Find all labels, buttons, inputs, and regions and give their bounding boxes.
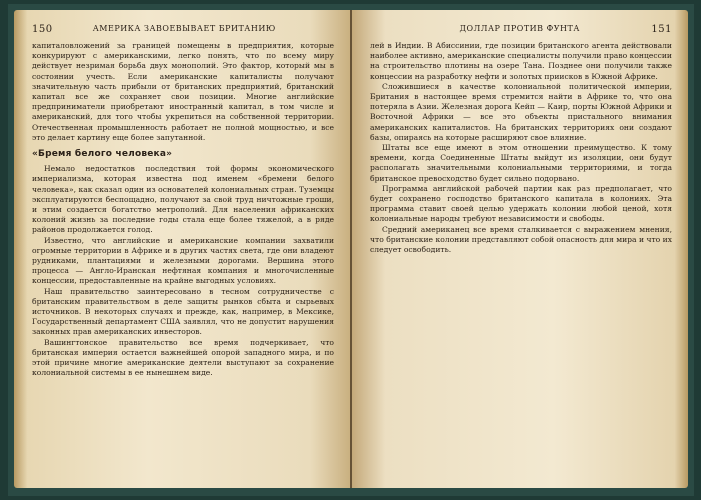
left-running-head: АМЕРИКА ЗАВОЕВЫВАЕТ БРИТАНИЮ — [92, 24, 276, 33]
left-paragraph: Вашингтонское правительство все время подчеркивает, что британская империя остается важнейшей опорой западного мира, и по этой причине многие американские деятели выступают за сохранение колониальной системы в ее нынешнем виде. — [32, 337, 334, 378]
left-paragraph: Известно, что английские и американские компании захватили огромные территории в Африке и в других частях света, где они владеют рудниками, плантациями и железными дорогами. Вершина этого процесса — Англо-Иранская нефтяная компания и многочисленные концессии, предоставленные на крайне выгодных условиях. — [32, 235, 334, 286]
right-paragraph: лей в Индии. В Абиссинии, где позиции британского агента действовали наиболее активно, американские специалисты получили право концессии на строительство плотины на озере Тана. Позднее они получили также концессии на разработку нефти и золотых приисков в Южной Африке. — [370, 41, 672, 81]
left-page — [14, 10, 350, 488]
open-book — [8, 4, 694, 496]
section-heading: «Бремя белого человека» — [32, 149, 173, 160]
right-page — [352, 10, 688, 488]
left-paragraph: Немало недостатков последствия той формы экономического империализма, которая известна под именем «бремени белого человека», как сказал один из основателей колониальных стран. Туземцы эксплуатируются беспощадно, получают за свой труд ничтожные гроши, и этим создается богатство метрополий. Для населения африканских колоний жизнь за последние годы стала еще более тяжелой, а в ряде районов продолжается голод. — [32, 164, 334, 235]
right-paragraph: Средний американец все время сталкивается с выражением мнения, что британские колонии представляют собой опасность для мира и что их следует освободить. — [370, 224, 672, 255]
right-paragraph: Сложившиеся в качестве колониальной политической империи, Британия в настоящее время стремится найти в Африке то, что она потеряла в Азии. Железная дорога Кейп — Каир, порты Южной Африки и Восточной Африки — все это объекты пристального внимания американских капиталистов. На британских территориях они создают базы, опираясь на которые расширяют свое влияние. — [370, 81, 672, 142]
right-paragraph: Программа английской рабочей партии как раз предполагает, что будет сохранено господство британского капитала в колониях. Эта программа ставит своей целью удержать колонии любой ценой, хотя колониальные народы требуют независимости и свободы. — [370, 183, 672, 224]
left-paragraph: Наш правительство заинтересовано в тесном сотрудничестве с британским правительством в деле защиты рынков сбыта и сырьевых источников. В некоторых случаях и прежде, как, например, в Мексике, Государственный департамент США заявлял, что не допустит нарушения законных прав американских инвесторов. — [32, 286, 334, 337]
left-paragraph: капиталовложений за границей помещены в предприятия, которые конкурируют с американскими, легко понять, что по всему миру действует незримая борьба двух монополий. Это фактор, который мы в состоянии учесть. Если американские капиталисты получают значительную часть прибыли от британских предприятий, британский капитал все же сохраняет свои позиции. Многие английские предприниматели приобретают иностранный капитал, в том числе и американский, для того чтобы укрепиться на собственной территории. Отечественная промышленность работает не полной мощностью, и все это делает картину еще более запутанной. — [32, 41, 334, 142]
right-page-header — [370, 24, 672, 35]
left-page-number: 150 — [32, 24, 53, 35]
right-running-head: ДОЛЛАР ПРОТИВ ФУНТА — [459, 24, 580, 33]
right-page-number: 151 — [651, 24, 672, 35]
right-paragraph: Штаты все еще имеют в этом отношении преимущество. К тому времени, когда Соединенные Штаты выйдут из изоляции, они будут располагать значительными колониальными территориями, и тогда британское превосходство будет сильно подорвано. — [370, 143, 672, 183]
left-page-header — [32, 24, 334, 35]
